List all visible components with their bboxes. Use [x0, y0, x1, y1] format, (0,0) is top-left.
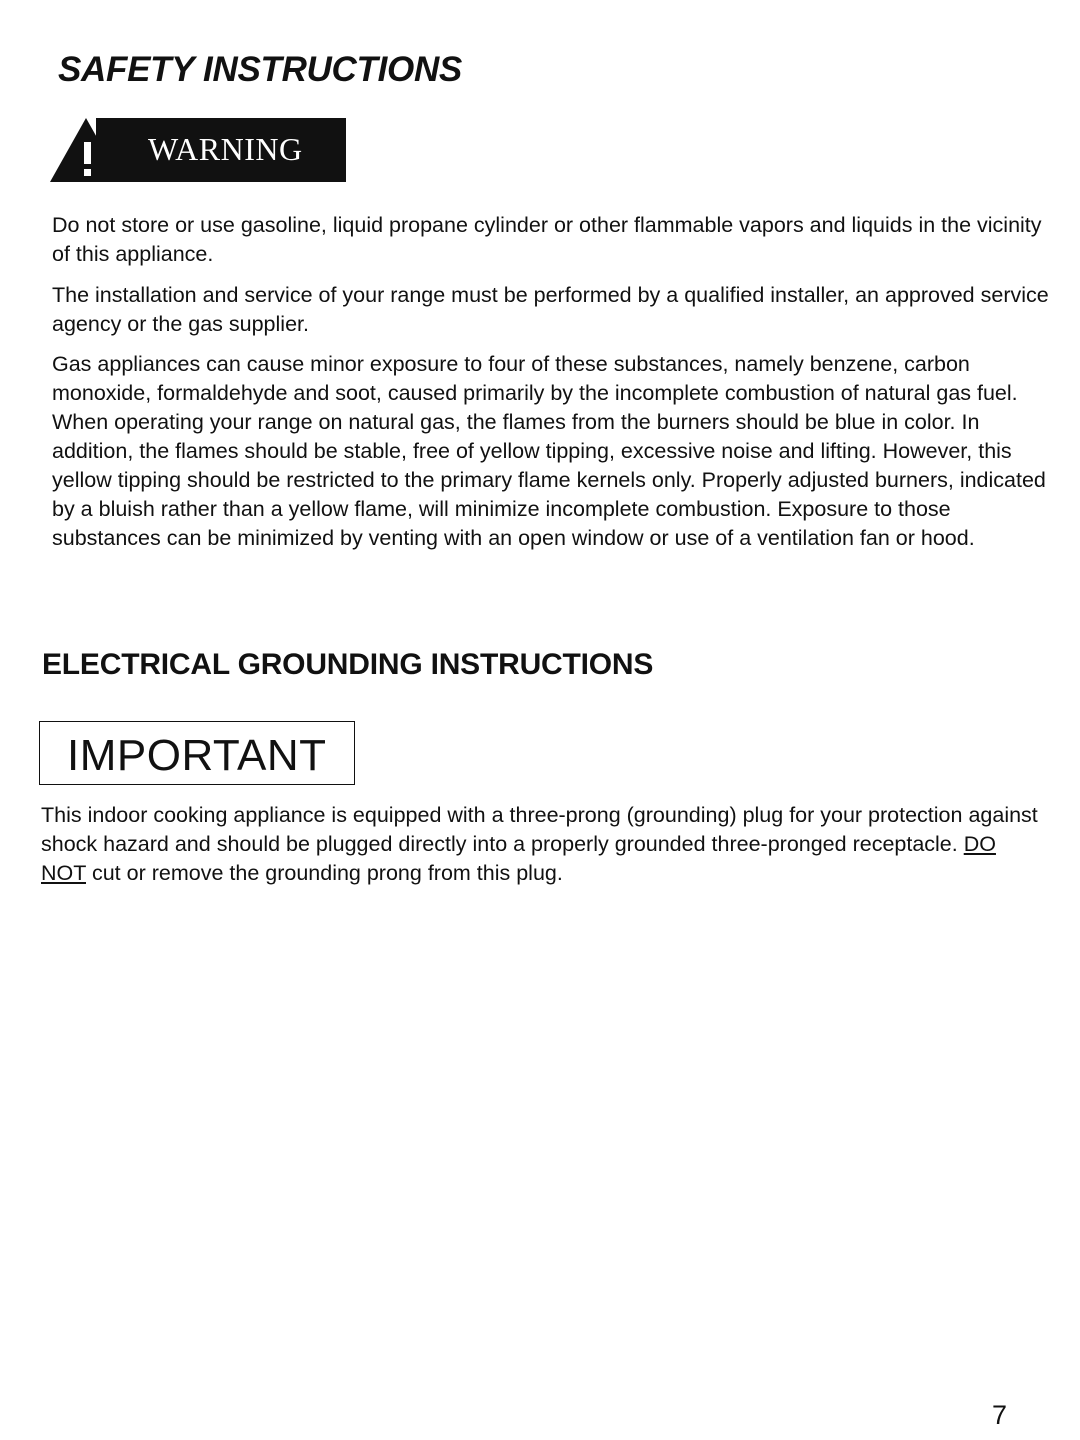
important-box — [39, 721, 355, 785]
grounding-paragraph — [41, 801, 1041, 888]
do-not-emphasis: DO NOT — [41, 832, 996, 885]
warning-label — [50, 116, 348, 184]
safety-paragraph-flammables: Do not store or use gasoline, liquid propane cylinder or other flammable vapors and liquids in the vicinity of this appliance. — [52, 213, 1042, 266]
warning-label-text: WARNING — [148, 131, 303, 167]
grounding-paragraph-end: cut or remove the grounding prong from this plug. — [86, 861, 563, 885]
warning-triangle-icon — [50, 116, 348, 184]
grounding-paragraph-start: This indoor cooking appliance is equipped with a three-prong (grounding) plug for your protection against shock hazard and should be plugged directly into a properly grounded three-pronged receptacle. — [41, 803, 1038, 856]
safety-paragraph-installation: The installation and service of your range must be performed by a qualified installer, an approved service agency or the gas supplier. — [52, 283, 1049, 336]
safety-instructions-title: SAFETY INSTRUCTIONS — [58, 50, 462, 89]
page-number: 7 — [992, 1400, 1008, 1430]
safety-paragraph-gas-exposure: Gas appliances can cause minor exposure to four of these substances, namely benzene, carbon monoxide, formaldehyde and soot, caused primarily by the incomplete combustion of natural gas fuel. When operating your range on natural gas, the flames from the burners should be blue in color. In addition, the flames should be stable, free of yellow tipping, excessive noise and lifting. However, this yellow tipping should be restricted to the primary flame kernels only. Properly adjusted burners, indicated by a bluish rather than a yellow flame, will minimize incomplete combustion. Exposure to those substances can be minimized by venting with an open window or use of a ventilation fan or hood. — [52, 352, 1046, 550]
important-label: IMPORTANT — [67, 731, 327, 780]
grounding-instructions-title: ELECTRICAL GROUNDING INSTRUCTIONS — [42, 648, 654, 681]
